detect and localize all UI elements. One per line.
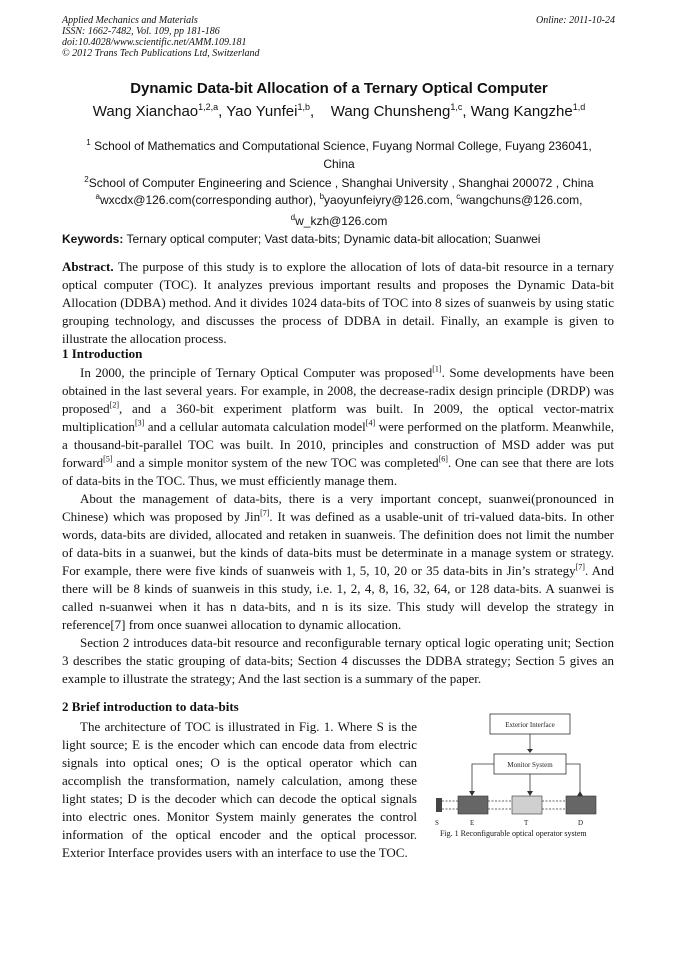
author-list: Wang Xianchao$^{1,2,a}$, Yao Yunfei$^{1,b}$, Wang Chunsheng$^{1,c}$, Wang Kangzhe$^{1,d}$ xyxy=(92,102,586,120)
keywords-text: Ternary optical computer; Vast data-bits; Dynamic data-bit allocation; Suanwei xyxy=(123,232,541,246)
encoder-block xyxy=(458,796,488,814)
encoder-label: E xyxy=(470,819,475,827)
section-1-heading: 1 Introduction xyxy=(62,346,143,361)
author-affiliation-mark: 1,d xyxy=(572,102,586,112)
intro-paragraph-3: Section 2 introduces data-bit resource and reconfigurable ternary optical logic operating unit; Section 3 describes the static grouping of data-bits; Section 4 discusses the DDBA strategy; Section 5 gives an example to illustrate the strategy; And the last section is a summary of the paper. xyxy=(62,635,614,686)
issn-line: ISSN: 1662-7482, Vol. 109, pp 181-186 xyxy=(62,26,220,37)
email-list: $^a$wxcdx@126.com(corresponding author), $^b$yaoyunfeiyry@126.com, $^c$wangchuns@126.com, $^d$w_kzh@126.com xyxy=(95,192,583,228)
author-name: Wang Kangzhe xyxy=(470,103,573,120)
author-affiliation-mark: 1,2,a xyxy=(198,102,219,112)
citation[interactable]: [1] xyxy=(432,364,442,374)
intro-paragraph-1: In 2000, the principle of Ternary Optical Computer was proposed[1]. Some developments have been obtained in the last several years. For example, in 2008, the decrease-radix design principle (DRDP) was proposed[2], and a 360-bit experiment platform was built. In 2009, the optical vector-matrix multiplication[3] and a cellular automata calculation model[4] were performed on the platform. Meanwhile, a thousand-bit-parallel TOC was built. In 2010, principles and construction of MSD adder was put forward[5] and a simple monitor system of the new TOC was completed[6]. One can see that there are lots of data-bits in the TOC. Thus, we must efficiently manage them. xyxy=(62,364,614,488)
arrow-head xyxy=(577,791,583,796)
operator-block xyxy=(512,796,542,814)
section-2-paragraph: The architecture of TOC is illustrated in Fig. 1. Where S is the light source; E is the encoder which can encode data from electric signals into optical ones; O is the optical operator which can accomplish the transformation, namely calculation, among these light states; D is the decoder which can decode the optical signals into electric ones. Monitor System mainly generates the control information of the optical encoder and the optical processor. Exterior Interface provides users with an interface to use the TOC. xyxy=(62,719,417,860)
monitor-system-label: Monitor System xyxy=(507,761,553,769)
journal-header xyxy=(62,15,260,59)
keywords xyxy=(62,232,540,246)
affiliation-1: $^1$ School of Mathematics and Computational Science, Fuyang Normal College, Fuyang 236041, China xyxy=(86,138,592,171)
control-line-encoder xyxy=(472,764,494,794)
arrow-head xyxy=(527,791,533,796)
citation[interactable]: [7] xyxy=(260,508,270,518)
journal-name: Applied Mechanics and Materials xyxy=(62,15,198,26)
copyright-line: © 2012 Trans Tech Publications Ltd, Switzerland xyxy=(62,48,260,59)
abstract-text: The purpose of this study is to explore the allocation of lots of data-bit resource in a ternary optical computer (TOC). It analyzes previous important results and proposes the Dynamic Data-bit Allocation (DDBA) method. And it divides 1024 data-bits of TOC into 8 sizes of suanweis by using static grouping technology, and discusses the process of DDBA in detail. Finally, an example is given to illustrate the allocation process. xyxy=(62,259,614,346)
author-affiliation-mark: 1,c xyxy=(450,102,463,112)
arrow-head xyxy=(469,791,475,796)
author-affiliation-mark: 1,b xyxy=(297,102,310,112)
online-date: Online: 2011-10-24 xyxy=(536,15,615,26)
paper-title: Dynamic Data-bit Allocation of a Ternary Optical Computer xyxy=(130,80,548,97)
citation[interactable]: [4] xyxy=(365,418,376,428)
arrow-head xyxy=(527,749,533,753)
citation[interactable]: [5] xyxy=(103,454,113,464)
citation[interactable]: [7] xyxy=(575,562,585,572)
intro-paragraph-2: About the management of data-bits, there is a very important concept, suanwei(pronounced in Chinese) which was proposed by Jin[7]. It was defined as a usable-unit of tri-valued data-bits. In other words, data-bits are divided, allocated and retaken in suanweis. The definition does not limit the number of data-bits in a suanwei, but the kinds of data-bits must be determinate in a manage system or strategy. For example, there were five kinds of suanweis with 1, 5, 10, 20 or 35 data-bits in Jin’s strategy[7]. And there will be 8 kinds of suanweis in this study, i.e. 1, 2, 4, 8, 16, 32, 64, or 128 data-bits. A suanwei is called n-suanwei when it has n data-bits, and n is its size. This study will develop the strategy in reference[7] from once suanwei allocation to dynamic allocation. xyxy=(62,491,615,632)
email-link[interactable]: wangchuns@126.com, xyxy=(460,193,583,207)
author-name: Yao Yunfei xyxy=(226,103,298,120)
author-name: Wang Chunsheng xyxy=(330,103,451,120)
decoder-block xyxy=(566,796,596,814)
light-source-label: S xyxy=(435,819,439,827)
figure-caption: Fig. 1 Reconfigurable optical operator system xyxy=(440,829,587,838)
light-source-block xyxy=(436,798,442,812)
control-line-decoder xyxy=(566,764,580,794)
decoder-label: D xyxy=(578,819,584,827)
email-link[interactable]: wxcdx@126.com(corresponding author), xyxy=(99,193,320,207)
citation[interactable]: [3] xyxy=(134,418,145,428)
toc-architecture-figure xyxy=(430,708,610,848)
abstract xyxy=(62,258,614,348)
section-2-heading: 2 Brief introduction to data-bits xyxy=(62,699,239,714)
affiliation-2: $^2$School of Computer Engineering and Science , Shanghai University , Shanghai 200072 , China xyxy=(84,175,594,190)
keywords-label: Keywords: xyxy=(62,232,124,246)
citation[interactable]: [2] xyxy=(109,400,119,410)
exterior-interface-label: Exterior Interface xyxy=(505,721,555,729)
author-name: Wang Xianchao xyxy=(92,103,199,120)
abstract-label: Abstract. xyxy=(62,259,114,274)
email-link[interactable]: w_kzh@126.com xyxy=(295,214,388,228)
citation[interactable]: [6] xyxy=(438,454,448,464)
operator-label: T xyxy=(524,819,529,827)
email-link[interactable]: yaoyunfeiyry@126.com, xyxy=(324,193,457,207)
doi-line[interactable]: doi:10.4028/www.scientific.net/AMM.109.181 xyxy=(62,37,247,48)
